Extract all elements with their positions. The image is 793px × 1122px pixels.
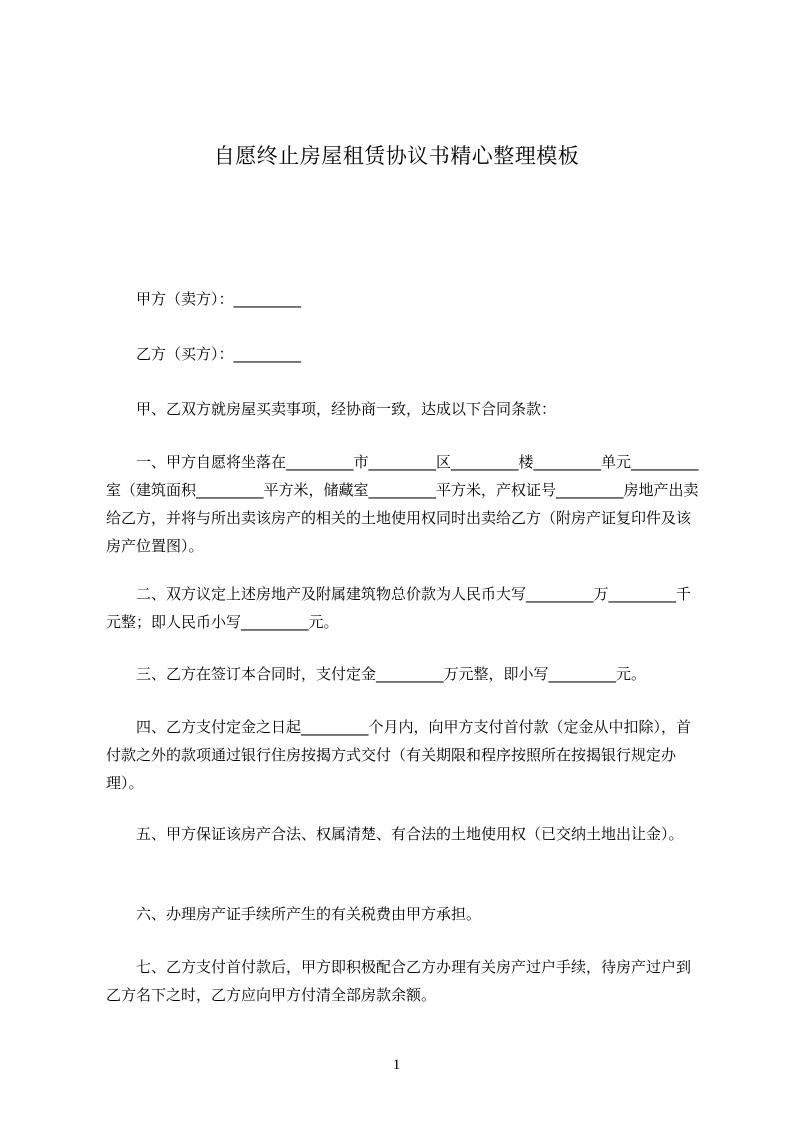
clause-7: 七、乙方支付首付款后，甲方即积极配合乙方办理有关房产过户手续，待房产过户到乙方名下之时，乙方应向甲方付清全部房款余额。 [106, 958, 692, 1004]
agreement-intro: 甲、乙双方就房屋买卖事项，经协商一致，达成以下合同条款： [136, 400, 557, 418]
clause-2: 二、双方议定上述房地产及附属建筑物总价款为人民币大写_________万_________千元整；即人民币小写_________元。 [106, 585, 692, 631]
clause-4: 四、乙方支付定金之日起_________个月内，向甲方支付首付款（定金从中扣除），首付款之外的款项通过银行住房按揭方式交付（有关期限和程序按照所在按揭银行规定办理）。 [106, 718, 692, 792]
clause-5: 五、甲方保证该房产合法、权属清楚、有合法的土地使用权（已交纳土地出让金）。 [136, 825, 684, 843]
party-a-line: 甲方（卖方）：_________ [136, 290, 302, 308]
clause-3: 三、乙方在签订本合同时，支付定金_________万元整，即小写_________元。 [136, 665, 647, 683]
clause-6: 六、办理房产证手续所产生的有关税费由甲方承担。 [136, 905, 482, 923]
document-title: 自愿终止房屋租赁协议书精心整理模板 [213, 144, 580, 168]
clause-1: 一、甲方自愿将坐落在_________市_________区_________楼_________单元_________室（建筑面积_________平方米，储藏室_________平方米，产权证号_________房地产出卖给乙方，并将与所出卖该房产的相关的土地使用权同时出卖给乙方（附房产证复印件及该房产位置图）。 [106, 453, 699, 555]
page-number: 1 [392, 1057, 401, 1073]
party-b-line: 乙方（买方）：_________ [136, 345, 302, 363]
